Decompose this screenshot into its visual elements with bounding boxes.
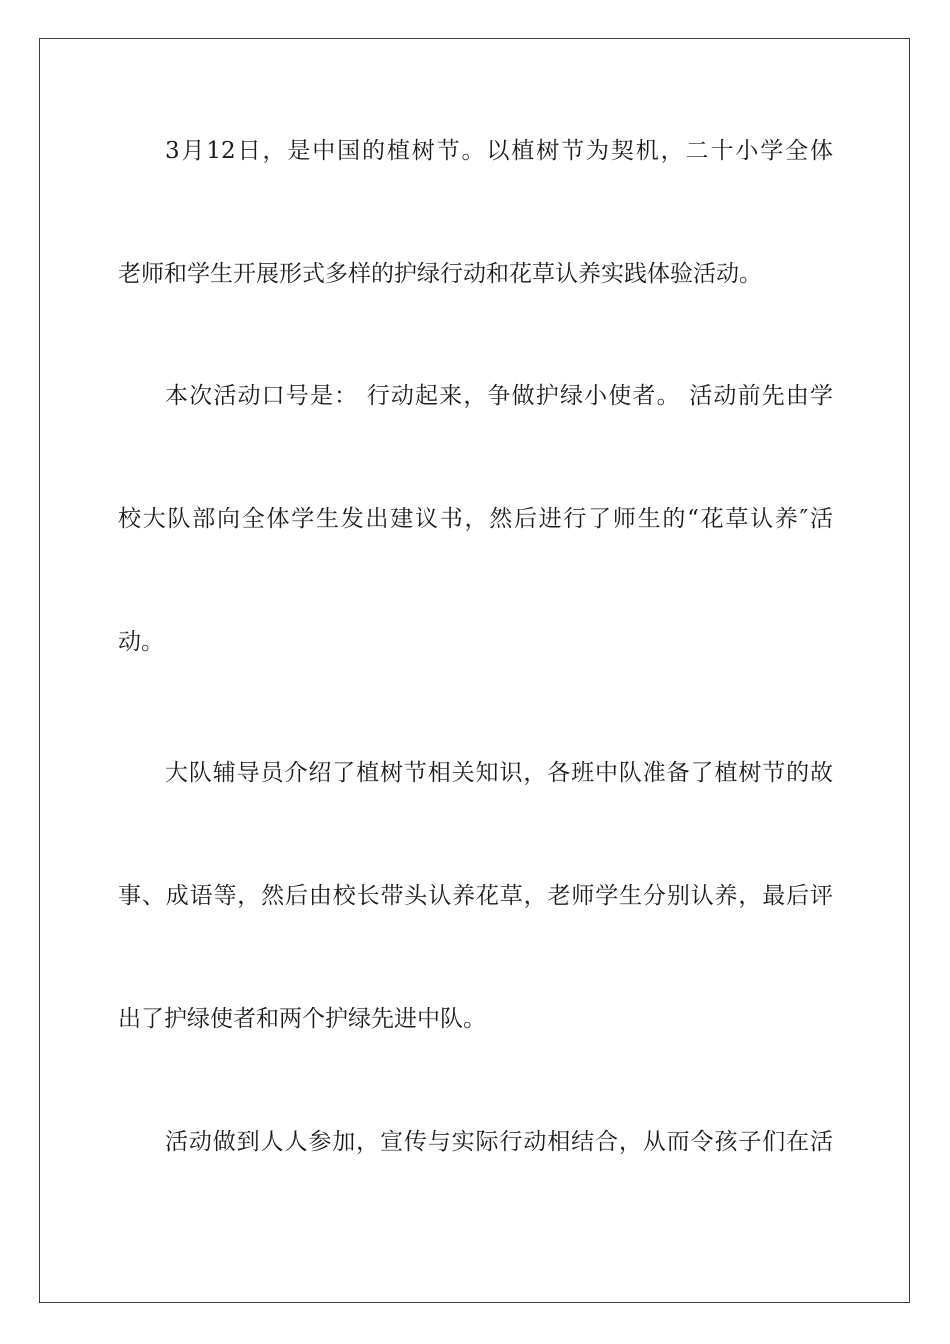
page-border (39, 38, 910, 1303)
paragraph-3-line-2: 事、成语等，然后由校长带头认养花草，老师学生分别认养，最后评 (118, 883, 833, 909)
paragraph-4-line-1: 活动做到人人参加，宣传与实际行动相结合，从而令孩子们在活 (165, 1129, 833, 1155)
paragraph-2-line-1: 本次活动口号是： 行动起来，争做护绿小使者。 活动前先由学 (165, 383, 833, 409)
paragraph-2-line-3: 动。 (118, 629, 164, 655)
paragraph-2-line-2: 校大队部向全体学生发出建议书，然后进行了师生的“花草认养″活 (118, 506, 833, 532)
paragraph-3-line-1: 大队辅导员介绍了植树节相关知识，各班中队准备了植树节的故 (165, 760, 833, 786)
paragraph-1-line-2: 老师和学生开展形式多样的护绿行动和花草认养实践体验活动。 (118, 261, 762, 287)
paragraph-3-line-3: 出了护绿使者和两个护绿先进中队。 (118, 1006, 486, 1032)
paragraph-1-line-1: 3月12日，是中国的植树节。以植树节为契机，二十小学全体 (165, 138, 833, 164)
